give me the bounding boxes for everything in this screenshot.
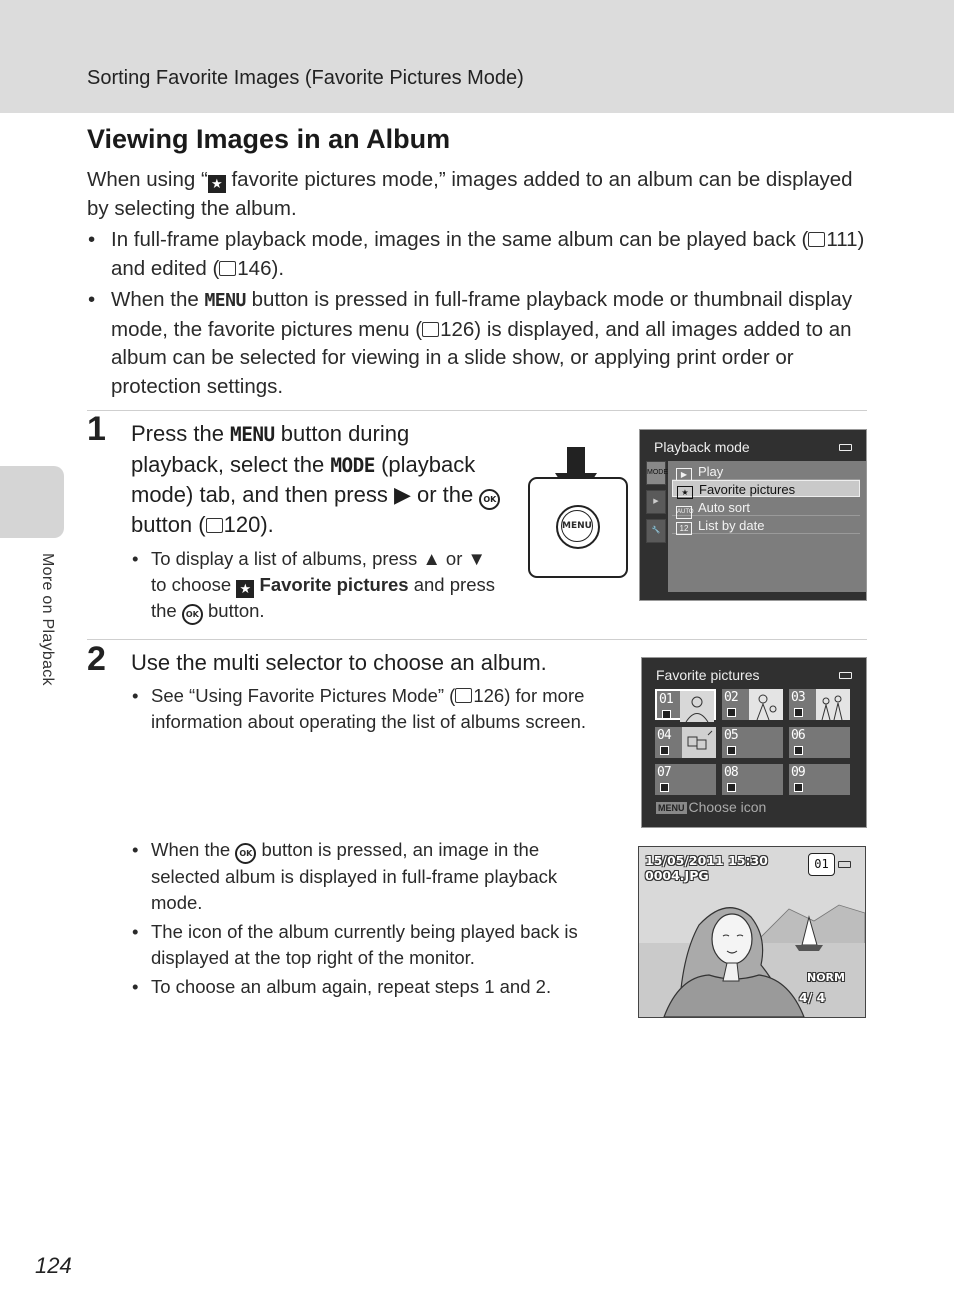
step-1-text: Press the MENU button during playback, select the MODE (playback mode) tab, and then press ▶ or the OK button ( 120). [131,419,501,540]
menu-button-glyph: MENU [658,803,685,813]
camera-body-illustration [528,477,628,578]
list-item: • When the MENU button is pressed in full-frame playback mode or thumbnail display mode, the favorite pictures menu ( 126) is displayed, and all images added to an album can be selected for viewing in a slide show, or applying print order or protection settings. [87,286,877,401]
running-header-title: Sorting Favorite Images (Favorite Pictures Mode) [87,67,524,89]
list-item: • To choose an album again, repeat steps 1 and 2. [132,974,602,1000]
step-1-notes [132,546,502,629]
favorite-star-icon: ★ [677,486,693,499]
checkbox-icon [794,708,803,717]
favorite-star-icon: ★ [208,175,226,193]
intro-bullets [87,226,877,404]
intro-paragraph: When using “ ★ favorite pictures mode,” images added to an album can be displayed by selecting the album. [87,168,853,220]
battery-icon [839,672,852,679]
frame-counter: 4/ 4 [799,990,826,1005]
album-tile-06[interactable]: 06 [789,727,850,758]
chapter-side-tab [0,466,64,538]
screen-title: Playback mode [654,439,750,455]
album-tile-01[interactable]: 01 [655,689,716,720]
playback-mode-screen [639,429,867,601]
checkbox-icon [727,746,736,755]
checkbox-icon [660,783,669,792]
section-title: Viewing Images in an Album [87,124,451,154]
list-item: • The icon of the album currently being played back is displayed at the top right of the monitor. [132,919,602,970]
list-item: • See “Using Favorite Pictures Mode” ( 126) for more information about operating the list of albums screen. [132,683,612,734]
full-frame-playback-screen [638,846,866,1018]
file-name-readout: 0004.JPG [645,868,709,883]
page-number: 124 [35,1253,72,1278]
right-arrow-icon: ▶ [393,482,411,507]
book-ref-icon [808,232,825,247]
step-2-heading: Use the multi selector to choose an album. [131,650,547,675]
mode-tab[interactable]: MODE [646,461,666,485]
album-thumbnail [749,689,783,720]
setup-tab-icon[interactable]: 🔧 [646,519,666,543]
album-thumbnail [816,689,850,720]
chapter-side-label: More on Playback [39,553,56,686]
book-ref-icon [455,688,472,703]
album-thumbnail [680,691,714,722]
checkbox-icon [660,746,669,755]
step-2-note [132,683,612,738]
step-1-number: 1 [87,410,106,448]
album-tile-08[interactable]: 08 [722,764,783,795]
menu-button-label: MENU [561,510,593,542]
album-tile-05[interactable]: 05 [722,727,783,758]
up-arrow-icon: ▲ [422,548,441,569]
mode-tab-glyph: MODE [330,453,375,477]
image-quality-readout: NORM [807,971,845,984]
list-item: • To display a list of albums, press ▲ or ▼ to choose ★ Favorite pictures and press the OK button. [132,546,502,625]
checkbox-icon [727,708,736,717]
divider [87,410,867,411]
list-item: • When the OK button is pressed, an image in the selected album is displayed in full-frame playback mode. [132,837,602,915]
menu-item-favorite-pictures[interactable]: ★ Favorite pictures [672,480,860,497]
auto-sort-icon: AUTO [676,506,692,519]
album-tile-02[interactable]: 02 [722,689,783,720]
calendar-icon: 12 [676,522,692,535]
date-time-readout: 15/05/2011 15:30 [645,853,768,868]
down-arrow-icon: ▼ [467,548,486,569]
favorite-pictures-screen [641,657,867,828]
album-thumbnail [682,727,716,758]
step-2-notes [132,837,602,1004]
favorite-star-icon: ★ [236,580,254,598]
menu-button-glyph: MENU [204,290,246,311]
checkbox-icon [727,783,736,792]
checkbox-icon [794,783,803,792]
playback-tab-icon[interactable]: ▶ [646,490,666,514]
battery-icon [839,444,852,451]
divider [87,639,867,640]
menu-item-auto-sort[interactable]: AUTO Auto sort [672,499,860,516]
checkbox-icon [794,746,803,755]
screen-title: Favorite pictures [656,667,760,683]
book-ref-icon [422,322,439,337]
book-ref-icon [219,261,236,276]
menu-button-glyph: MENU [230,423,275,446]
running-header-band [0,0,954,113]
battery-icon [838,861,851,868]
checkbox-icon [662,710,671,719]
album-tile-07[interactable]: 07 [655,764,716,795]
menu-button-illustration [556,505,600,549]
choose-icon-hint: MENU Choose icon [658,799,767,815]
menu-tab-column [646,461,666,548]
ok-button-icon: OK [235,843,256,864]
menu-item-play[interactable]: ▶ Play [672,463,860,480]
play-icon: ▶ [676,468,692,481]
album-tile-04[interactable]: 04 [655,727,716,758]
list-item: • In full-frame playback mode, images in the same album can be played back ( 111) and edited ( 146). [87,226,877,283]
album-tile-03[interactable]: 03 [789,689,850,720]
step-2-number: 2 [87,640,106,678]
menu-item-list-by-date[interactable]: 12 List by date [672,517,860,534]
album-tile-09[interactable]: 09 [789,764,850,795]
current-album-badge: 01 [808,853,835,876]
ok-button-icon: OK [182,604,203,625]
book-ref-icon [206,518,223,533]
ok-button-icon: OK [479,489,500,510]
